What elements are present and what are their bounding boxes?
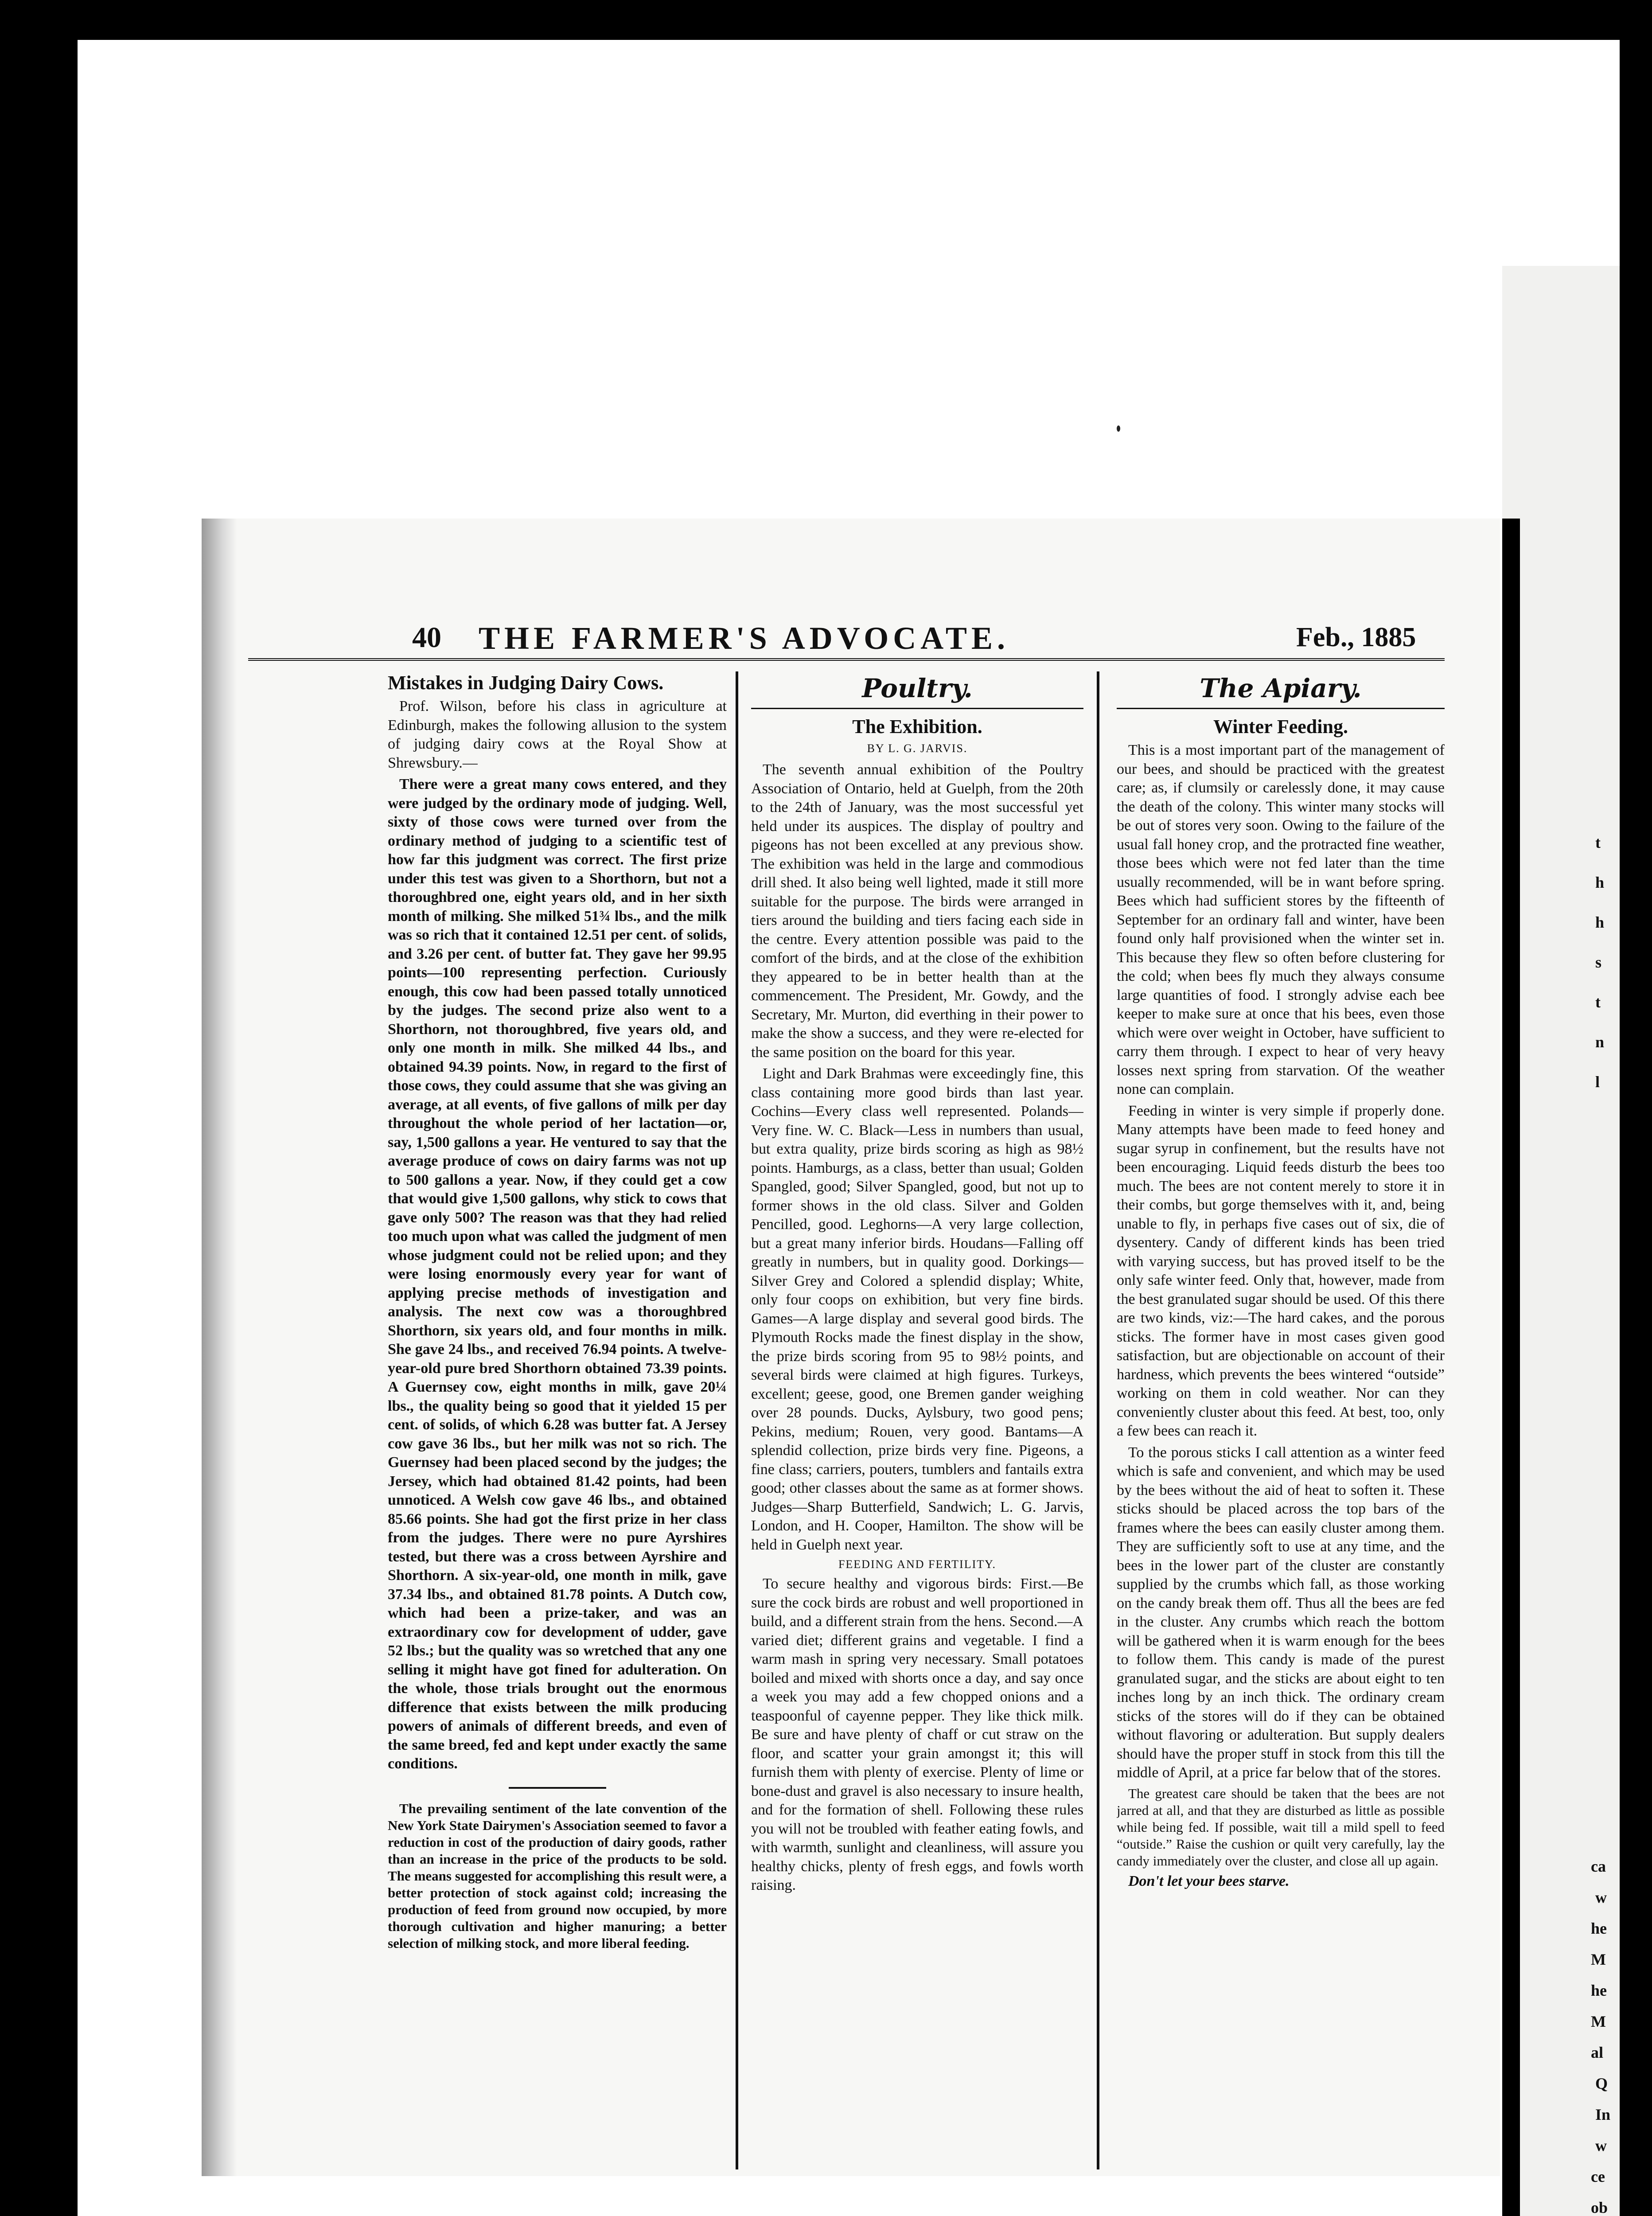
article-paragraph: The prevailing sentiment of the late convention of the New York State Dairymen's Association seemed to favor a reduction in cost of the production of dairy goods, rather than an increase in the price of the products to be sold. The means suggested for accomplishing this result were, a better protection of stock against cold; increasing the production of feed from ground now occupied, by more thorough cultivation and higher manuring; a better selection of milking stock, and more liberal feeding. xyxy=(388,1800,727,1951)
scan-dust-speck xyxy=(1117,425,1120,432)
page-content xyxy=(248,618,1445,2187)
article-paragraph: To secure healthy and vigorous birds: First.—Be sure the cock birds are robust and well proportioned in build, and a different strain from the hens. Second.—A varied diet; different grains and vegetable. I find a warm mash in spring very necessary. Small potatoes boiled and mixed with shorts once a day, and say once a week you may add a few chopped onions and a teaspoonful of cayenne pepper. They like thick milk. Be sure and have plenty of chaff or cut straw on the floor, and scatter your grain amongst it; this will furnish them with plenty of exercise. Plenty of lime or bone-dust and gravel is also necessary to insure health, and for the formation of shell. Following these rules you will not be troubled with feather eating fowls, and with warmth, sunlight and cleanliness, will assure you healthy chicks, plenty of fresh eggs, and fowls worth raising. xyxy=(751,1576,1083,1893)
article-title: Mistakes in Judging Dairy Cows. xyxy=(388,672,664,694)
article-paragraph: The greatest care should be taken that the bees are not jarred at all, and that they are disturbed as little as possible while being fed. If possible, wait till a mild spell to feed “outside.” Raise the cushion or quilt very carefully, lay the candy immediately over the cluster, and close all up again. xyxy=(1117,1785,1445,1869)
film-border-top xyxy=(0,0,1652,40)
margin-letter: M xyxy=(1591,2013,1606,2030)
margin-letter: ce xyxy=(1591,2168,1605,2185)
subheading: FEEDING AND FERTILITY. xyxy=(838,1558,997,1571)
section-heading: The Apiary. xyxy=(1200,673,1362,703)
margin-letter: h xyxy=(1595,913,1605,931)
margin-letter: h xyxy=(1595,874,1605,891)
masthead xyxy=(248,618,1445,661)
margin-letter: w xyxy=(1595,2137,1607,2154)
article-title: Winter Feeding. xyxy=(1213,716,1348,737)
column-rule xyxy=(1097,671,1099,2169)
section-header-box xyxy=(1117,671,1445,709)
margin-letter: l xyxy=(1595,1073,1600,1091)
article-paragraph: Prof. Wilson, before his class in agriculture at Edinburgh, makes the following allusion to the system of judging dairy cows at the Royal Show at Shrewsbury.— xyxy=(388,698,727,771)
byline: BY L. G. JARVIS. xyxy=(867,742,968,755)
article-paragraph: Feeding in winter is very simple if properly done. Many attempts have been made to feed honey and sugar syrup in confinement, but the results have not been encouraging. Liquid feeds disturb the bees too much. The bees are not content merely to store it in their combs, but gorge themselves with it, and, being unable to fly, in perhaps five cases out of six, die of dysentery. Candy of different kinds has been tried with varying success, but has proved itself to be the only safe winter feed. Only that, however, made from the best granulated sugar should be used. Of this there are two kinds, viz:—The hard cakes, and the porous sticks. The former have in most cases given good satisfaction, but are objectionable on account of their hardness, which prevents the bees wintered “outside” working on them in cold weather. Nor can they conveniently cluster about this feed. At best, too, only a few bees can reach it. xyxy=(1117,1102,1445,1439)
margin-letter: he xyxy=(1591,1982,1607,1999)
facing-page-shadow xyxy=(1502,519,1520,2216)
issue-date: Feb., 1885 xyxy=(1296,622,1416,652)
page-binding-edge xyxy=(202,519,237,2176)
column-dairy xyxy=(388,671,727,2187)
margin-letter: t xyxy=(1595,834,1601,851)
margin-letter: Q xyxy=(1595,2075,1608,2092)
article-paragraph: To the porous sticks I call attention as a winter feed which is safe and convenient, and which may be used by the bees without the aid of heat to soften it. These sticks should be placed across the top bars of the frames where the bees can easily cluster among them. They are sufficiently soft to use at any time, and the bees in the lower part of the cluster are constantly supplied by the crumbs which fall, as those working on the candy break them off. Thus all the bees are fed in the cluster. Any crumbs which reach the bottom will be gathered when it is warm enough for the bees to follow them. This candy is made of the purest granulated sugar, and the sticks are about eight to ten inches long by an inch thick. The ordinary cream sticks of the stores will do if they can be obtained without flavoring or adulteration. But supply dealers should have the proper stuff in stock from this till the middle of April, at a price far below that of the stores. xyxy=(1117,1444,1445,1781)
closing-line: Don't let your bees starve. xyxy=(1128,1873,1290,1889)
margin-letter: he xyxy=(1591,1919,1607,1937)
section-separator xyxy=(509,1787,606,1789)
film-border-right xyxy=(1620,0,1652,2216)
margin-letter: In xyxy=(1595,2106,1611,2123)
article-paragraph: Light and Dark Brahmas were exceedingly fine, this class containing more good birds than last year. Cochins—Every class well represented. Polands—Very fine. W. C. Black—Less in numbers than usual, but extra quality, prize birds scoring as high as 98½ points. Hamburgs, as a class, better than usual; Golden Spangled, good; Silver Spangled, good, but not up to former shows in the old class. Silver and Golden Pencilled, good. Leghorns—A very large collection, but a great many inferior birds. Houdans—Falling off greatly in numbers, but in quality good. Dorkings—Silver Grey and Colored a splendid display; White, only four coops on exhibition, but very fine birds. Games—A large display and several good birds. The Plymouth Rocks made the finest display in the show, the prize birds scoring from 95 to 98½ points, and several birds were claimed at high figures. Turkeys, excellent; geese, good, one Bremen gander weighing over 28 pounds. Ducks, Aylsbury, two good pens; Pekins, medium; Rouen, very good. Bantams—A splendid collection, prize birds very fine. Pigeons, a fine class; carriers, pouters, tumblers and fantails extra good; other classes about the same as at former shows. Judges—Sharp Butterfield, Sandwich; L. G. Jarvis, London, and H. Cooper, Hamilton. The show will be held in Guelph next year. xyxy=(751,1065,1083,1553)
article-title: The Exhibition. xyxy=(852,716,982,737)
margin-letter: t xyxy=(1595,993,1601,1011)
margin-letter: M xyxy=(1591,1951,1606,1968)
margin-letter: ca xyxy=(1591,1857,1606,1875)
margin-letter: n xyxy=(1595,1033,1605,1051)
article-paragraph: There were a great many cows entered, and they were judged by the ordinary mode of judging. Well, sixty of those cows were turned over from the ordinary method of judging to a scientific test of how far this judgment was correct. The first prize under this test was given to a Shorthorn, but not a thoroughbred one, eight years old, and in her sixth month of milking. She milked 51¾ lbs., and the milk was so rich that it contained 12.51 per cent. of solids, and 3.26 per cent. of butter fat. They gave her 99.95 points—100 representing perfection. Curiously enough, this cow had been passed totally unnoticed by the judges. The second prize also went to a Shorthorn, not thoroughbred, five years old, and only one month in milk. She milked 44 lbs., and obtained 94.39 points. Now, in regard to the first of those cows, they could assume that she was giving an average, at all events, of five gallons of milk per day throughout the whole period of her lactation—or, say, 1,500 gallons a year. He ventured to say that the average produce of cows on dairy farms was not up to 500 gallons a year. Now, if they could get a cow that would give 1,500 gallons, why stick to cows that gave only 500? The reason was that they had relied too much upon what was called the judgment of men whose judgment could not be relied upon; and they were losing enormously every year for want of applying precise methods of investigation and analysis. The next cow was a thoroughbred Shorthorn, six years old, and four months in milk. She gave 24 lbs., and received 76.94 points. A twelve-year-old pure bred Shorthorn obtained 73.39 points. A Guernsey cow, eight months in milk, gave 20¼ lbs., the quality being so good that it yielded 15 per cent. of solids, of which 6.28 was butter fat. A Jersey cow gave 36 lbs., but her milk was not so rich. The Guernsey had been placed second by the judges; the Jersey, which had obtained 81.42 points, had been unnoticed. A Welsh cow gave 46 lbs., and obtained 85.66 points. She had got the first prize in her class from the judges. There were no pure Ayrshires tested, but there was a cross between Ayrshire and Shorthorn. A six-year-old, one month in milk, gave 37.34 lbs., and obtained 81.78 points. A Dutch cow, which had been a prize-taker, and was an extraordinary cow for development of udder, gave 52 lbs.; but the quality was so wretched that any one selling it might have got fined for adulteration. On the whole, those trials brought out the enormous difference that exists between the milk producing powers of animals of different breeds, and even of the same breed, fed and kept under exactly the same conditions. xyxy=(388,776,727,1772)
section-heading: Poultry. xyxy=(862,673,973,703)
margin-letter: al xyxy=(1591,2044,1604,2061)
journal-title: THE FARMER'S ADVOCATE. xyxy=(479,620,1009,656)
column-rule xyxy=(736,671,738,2169)
section-header-box xyxy=(751,671,1083,709)
margin-letter: w xyxy=(1595,1888,1607,1906)
article-paragraph: The seventh annual exhibition of the Poultry Association of Ontario, held at Guelph, from the 20th to the 24th of January, was the most successful yet held under its auspices. The display of poultry and pigeons has not been excelled at any previous show. The exhibition was held in the large and commodious drill shed. It also being well lighted, made it still more suitable for the purpose. The birds were arranged in tiers around the building and tiers facing each side in the centre. Every attention possible was paid to the comfort of the birds, and at the close of the exhibition they appeared to be in better health than at the commencement. The President, Mr. Gowdy, and the Secretary, Mr. Murton, did everthing in their power to make the show a success, and they were re-elected for the same position on the board for this year. xyxy=(751,761,1083,1061)
film-border-left xyxy=(0,0,78,2216)
page-number: 40 xyxy=(412,621,441,654)
column-poultry xyxy=(751,671,1083,2187)
article-paragraph: This is a most important part of the management of our bees, and should be practiced with the greatest care; as, if clumsily or carelessly done, it may cause the death of the colony. This winter many stocks will be out of stores very soon. Owing to the failure of the usual fall honey crop, and the protracted fine weather, those bees which were not fed later than the time usually recommended, will be in want before spring. Bees which had sufficient stores by the fifteenth of September for an ordinary fall and winter, have been found only half provisioned when the winter set in. This because they flew so often before clustering for the cold; when bees fly much they always consume large quantities of food. I strongly advise each bee keeper to make sure at once that his bees, even those which were over weight in October, have sufficient to carry them through. I expect to hear of very heavy losses next spring from starvation. Of the weather none can complain. xyxy=(1117,742,1445,1097)
column-apiary xyxy=(1117,671,1445,2187)
margin-letter: s xyxy=(1595,953,1602,971)
margin-letter: ob xyxy=(1591,2199,1608,2216)
